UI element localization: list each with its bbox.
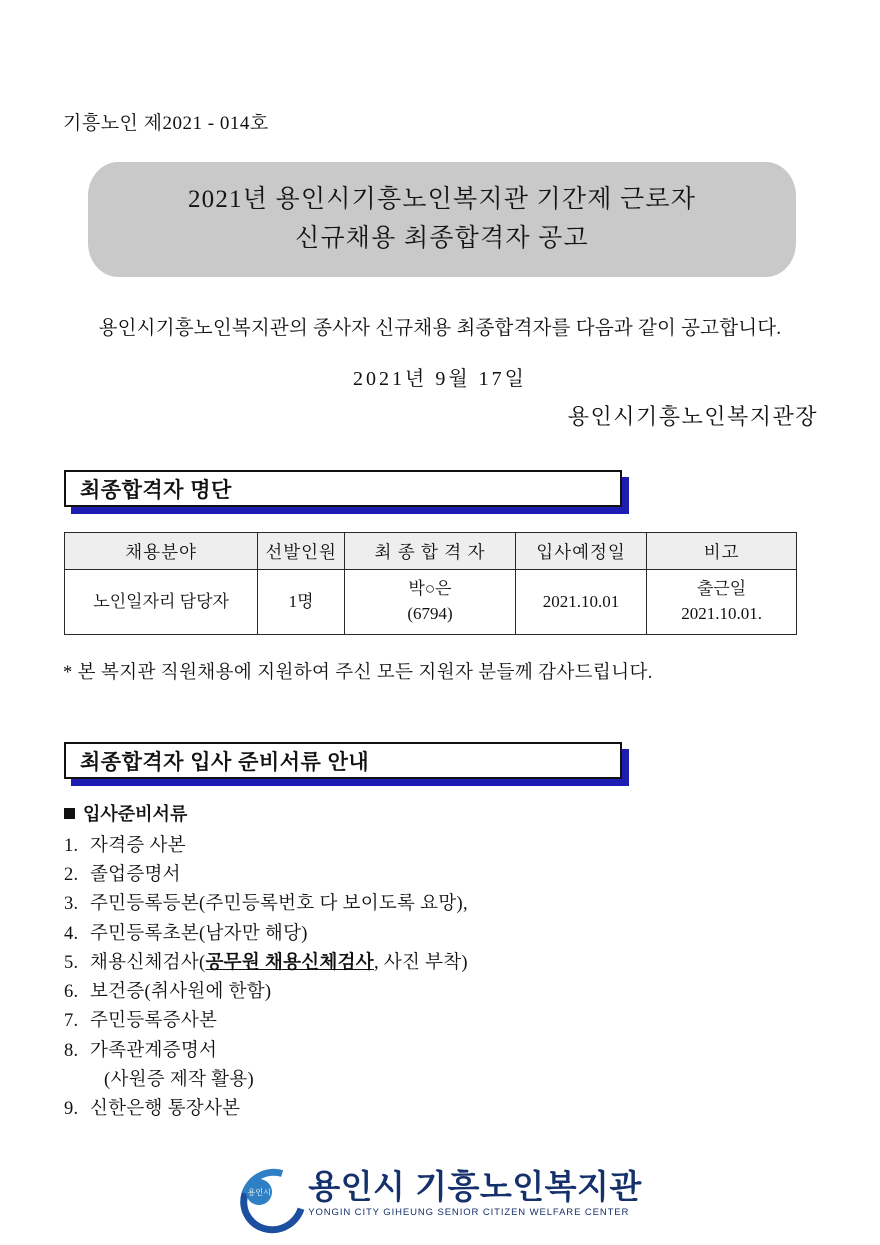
header-start-date: 입사예정일 (515, 533, 646, 570)
list-item-number: 4. (64, 923, 79, 944)
final-results-table (64, 532, 797, 635)
section-heading-box (64, 742, 622, 779)
cell-name-line-2: (6794) (407, 604, 453, 623)
intro-paragraph: 용인시기흥노인복지관의 종사자 신규채용 최종합격자를 다음과 같이 공고합니다. (98, 318, 782, 339)
cell-note (647, 570, 797, 635)
cell-count: 1명 (258, 570, 345, 635)
table-footnote: * 본 복지관 직원채용에 지원하여 주신 모든 지원자 분들께 감사드립니다. (63, 663, 653, 683)
list-item (64, 1007, 468, 1036)
list-item-text-emphasis: 공무원 채용신체검사 (205, 952, 374, 973)
list-item (64, 832, 468, 861)
list-item-text: 졸업증명서 (90, 865, 181, 886)
cell-name (345, 570, 516, 635)
signer-name: 용인시기흥노인복지관장 (567, 404, 818, 429)
list-item-number: 1. (64, 836, 79, 856)
list-item-number: 5. (64, 952, 79, 973)
list-item-number: 2. (64, 865, 79, 886)
document-number: 기흥노인 제2021 - 014호 (63, 113, 269, 134)
title-line-2: 신규채용 최종합격자 공고 (295, 224, 589, 252)
logo-korean-name: 용인시 기흥노인복지관 (308, 1167, 642, 1205)
list-item (64, 1037, 468, 1066)
list-item-number: 8. (64, 1040, 79, 1061)
documents-list-label (64, 800, 187, 826)
footer-logo (0, 1165, 880, 1223)
list-item-text: 주민등록등본(주민등록번호 다 보이도록 요망), (90, 894, 468, 915)
list-item-number: 6. (64, 982, 79, 1003)
title-line-1: 2021년 용인시기흥노인복지관 기간제 근로자 (187, 185, 697, 213)
list-item (64, 890, 468, 919)
list-item (64, 861, 468, 890)
documents-list (64, 832, 468, 1124)
section-heading-onboarding-docs (64, 742, 622, 779)
table-header-row (65, 533, 797, 570)
list-item-text: 신한은행 통장사본 (90, 1098, 241, 1119)
cell-name-line-1: 박○은 (408, 579, 452, 599)
list-item-subnote (64, 1066, 468, 1095)
list-item (64, 920, 468, 949)
header-name: 최 종 합 격 자 (345, 533, 516, 570)
section-heading-box (64, 470, 622, 507)
cell-start-date: 2021.10.01 (515, 570, 646, 635)
list-item-text: 보건증(취사원에 한함) (90, 982, 272, 1003)
list-item-text-post: , 사진 부착) (373, 952, 468, 973)
list-item-text: (사원증 제작 활용) (104, 1069, 254, 1090)
list-item (64, 1095, 468, 1124)
list-item (64, 978, 468, 1007)
section-heading-label: 최종합격자 명단 (80, 478, 232, 502)
yongin-city-emblem-icon (238, 1165, 296, 1223)
list-item-text: 주민등록초본(남자만 해당) (90, 923, 308, 944)
cell-note-line-2: 2021.10.01. (681, 604, 762, 623)
section-heading-label: 최종합격자 입사 준비서류 안내 (80, 750, 370, 774)
title-banner (88, 162, 796, 277)
list-item-number: 3. (64, 894, 79, 915)
header-count: 선발인원 (258, 533, 345, 570)
header-field: 채용분야 (65, 533, 258, 570)
emblem-label: 용인시 (246, 1179, 272, 1205)
cell-field: 노인일자리 담당자 (65, 570, 258, 635)
list-item-number: 7. (64, 1011, 79, 1032)
list-item-number: 9. (64, 1098, 79, 1119)
documents-list-label-text: 입사준비서류 (83, 804, 188, 824)
section-heading-final-list (64, 470, 622, 507)
header-note: 비고 (647, 533, 797, 570)
cell-note-line-1: 출근일 (696, 579, 747, 599)
list-item (64, 949, 468, 978)
square-bullet-icon (64, 808, 75, 819)
announcement-date: 2021년 9월 17일 (353, 368, 527, 390)
list-item-text: 자격증 사본 (90, 836, 186, 856)
list-item-text: 가족관계증명서 (90, 1040, 218, 1061)
list-item-text: 주민등록증사본 (90, 1011, 218, 1032)
table-row (65, 570, 797, 635)
logo-english-name: YONGIN CITY GIHEUNG SENIOR CITIZEN WELFARE CENTER (308, 1207, 630, 1219)
list-item-text-pre: 채용신체검사( (90, 952, 206, 973)
